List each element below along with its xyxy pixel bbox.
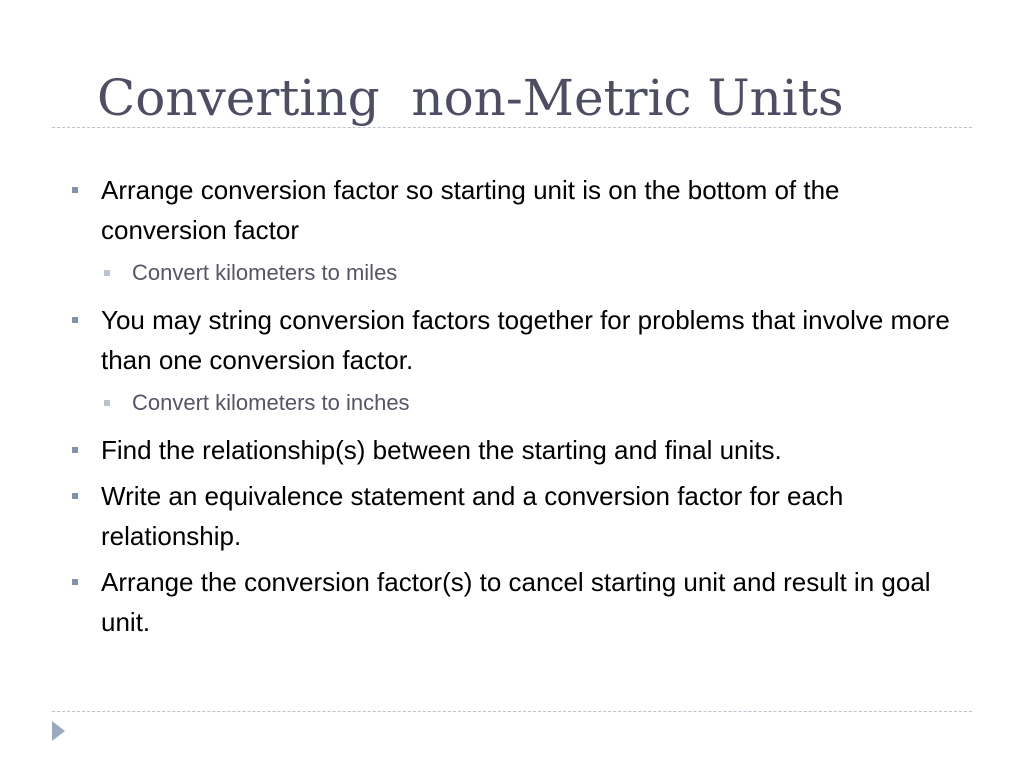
bullet-item [66, 476, 966, 556]
bullet-item [66, 430, 966, 470]
sub-bullet-item [66, 256, 966, 290]
bullet-text: Find the relationship(s) between the starting and final units. [101, 435, 782, 465]
play-triangle-icon[interactable] [52, 721, 65, 741]
sub-bullet-text: Convert kilometers to inches [132, 390, 410, 415]
bullet-list [66, 170, 966, 648]
bullet-text: You may string conversion factors together for problems that involve more than one conversion factor. [101, 305, 950, 375]
bullet-item [66, 300, 966, 380]
title-divider [52, 127, 972, 128]
square-bullet-icon [72, 447, 78, 453]
square-bullet-icon [72, 493, 78, 499]
bullet-item [66, 562, 966, 642]
square-bullet-icon [72, 579, 78, 585]
bullet-text: Arrange the conversion factor(s) to cancel starting unit and result in goal unit. [101, 567, 931, 637]
slide-title: Converting non-Metric Units [97, 69, 844, 127]
sub-bullet-item [66, 386, 966, 420]
square-bullet-icon [72, 187, 78, 193]
bullet-item [66, 170, 966, 250]
sub-bullet-text: Convert kilometers to miles [132, 260, 398, 285]
square-bullet-icon [104, 400, 110, 406]
square-bullet-icon [72, 317, 78, 323]
bullet-text: Write an equivalence statement and a conversion factor for each relationship. [101, 481, 844, 551]
square-bullet-icon [104, 270, 110, 276]
bullet-text: Arrange conversion factor so starting unit is on the bottom of the conversion factor [101, 175, 840, 245]
footer-divider [52, 711, 972, 712]
